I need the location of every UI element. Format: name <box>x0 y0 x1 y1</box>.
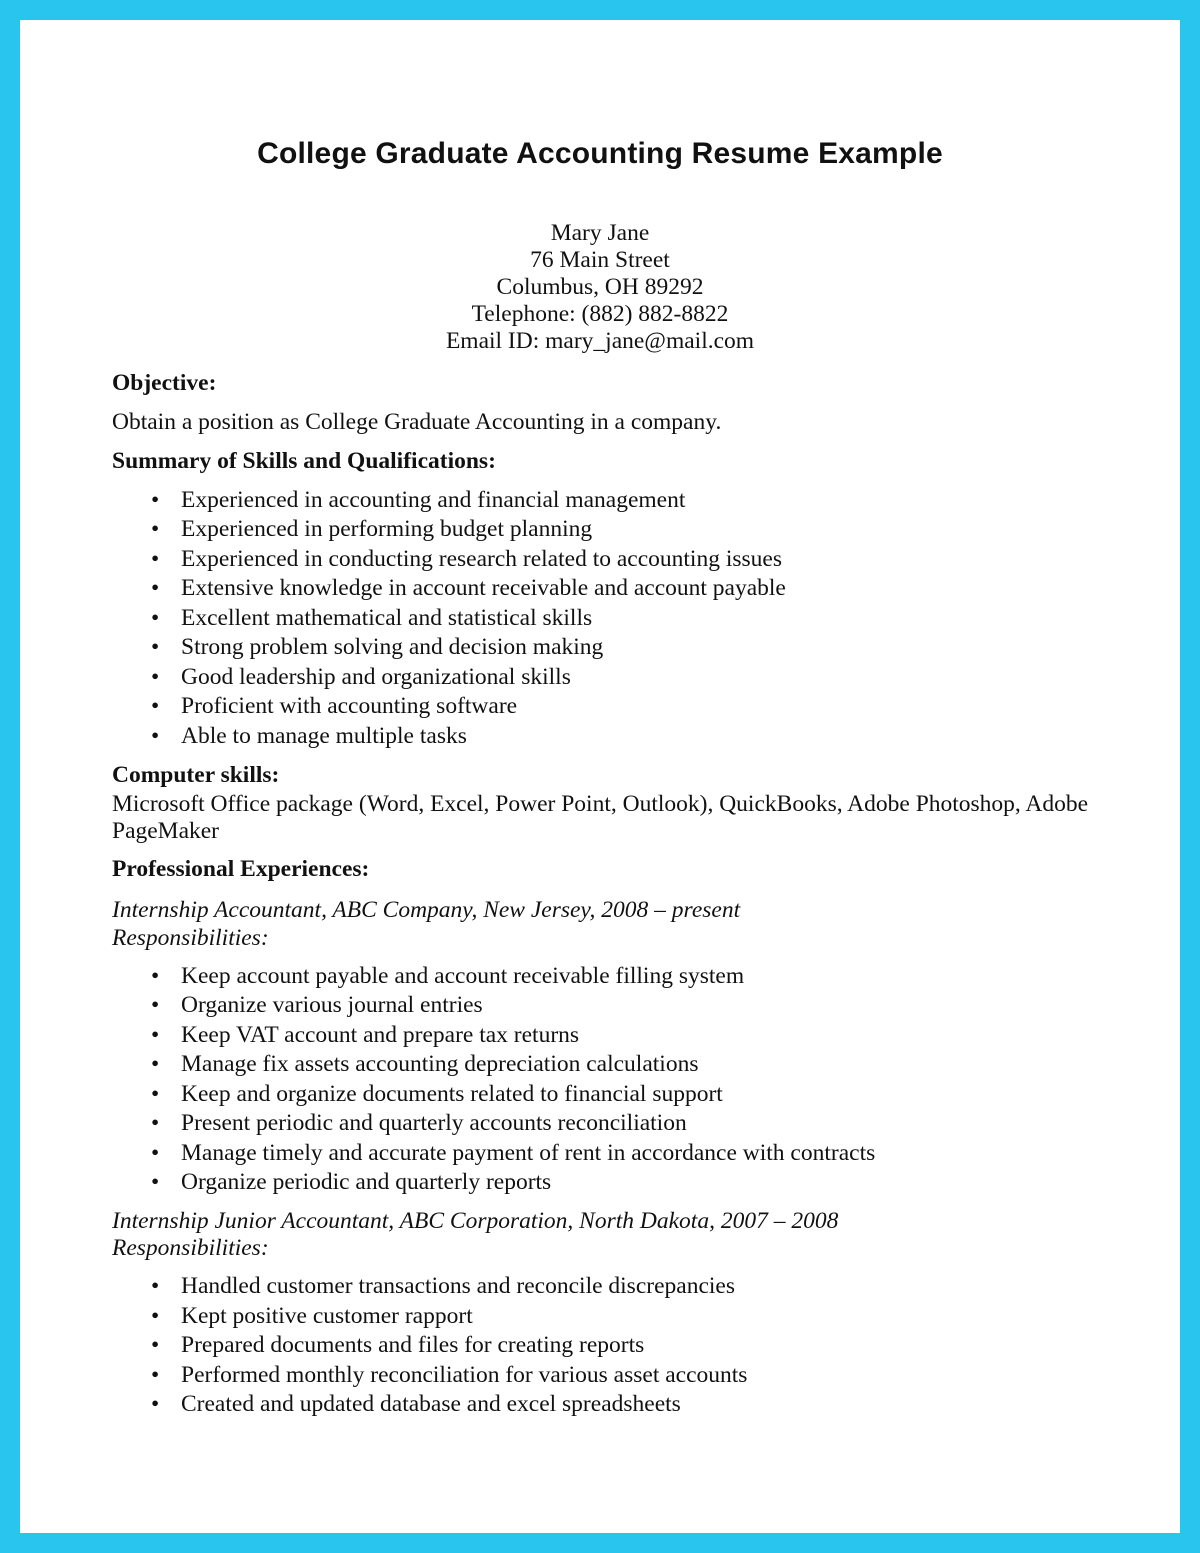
job-responsibilities-list <box>112 1272 1112 1420</box>
experience-heading: Professional Experiences: <box>112 855 370 882</box>
list-item <box>112 604 1112 634</box>
bullet-icon: • <box>151 722 160 749</box>
list-item-text: Experienced in conducting research related to accounting issues <box>181 545 782 572</box>
list-item-text: Handled customer transactions and reconcile discrepancies <box>181 1273 735 1299</box>
job-title: Internship Junior Accountant, ABC Corporation, North Dakota, 2007 – 2008 <box>112 1207 839 1234</box>
list-item <box>112 1361 1112 1391</box>
list-item <box>112 722 1112 752</box>
resume-document <box>112 136 1112 1420</box>
bullet-icon: • <box>151 486 160 513</box>
job-responsibilities-list <box>112 962 1112 1198</box>
list-item-text: Performed monthly reconciliation for various asset accounts <box>181 1361 748 1388</box>
list-item-text: Good leadership and organizational skills <box>181 663 571 690</box>
list-item-text: Organize periodic and quarterly reports <box>181 1169 552 1195</box>
list-item-text: Created and updated database and excel spreadsheets <box>181 1391 681 1417</box>
list-item <box>112 663 1112 693</box>
bullet-icon: • <box>151 1302 160 1329</box>
list-item-text: Experienced in accounting and financial management <box>181 486 686 513</box>
bullet-icon: • <box>151 693 160 719</box>
list-item-text: Keep account payable and account receivable filling system <box>181 962 745 989</box>
list-item <box>112 962 1112 992</box>
bullet-icon: • <box>151 516 160 542</box>
contact-block <box>0 220 1200 355</box>
contact-city: Columbus, OH 89292 <box>496 274 704 300</box>
list-item <box>112 486 1112 516</box>
bullet-icon: • <box>151 1273 160 1299</box>
list-item-text: Able to manage multiple tasks <box>181 722 467 749</box>
bullet-icon: • <box>151 1080 160 1107</box>
list-item <box>112 515 1112 545</box>
computer-skills-text: Microsoft Office package (Word, Excel, Power Point, Outlook), QuickBooks, Adobe Photoshop, Adobe PageMaker <box>112 790 1089 844</box>
summary-list <box>112 486 1112 752</box>
list-item <box>112 1302 1112 1332</box>
contact-name: Mary Jane <box>550 220 650 246</box>
list-item-text: Proficient with accounting software <box>181 693 518 719</box>
list-item-text: Manage timely and accurate payment of rent in accordance with contracts <box>181 1139 876 1166</box>
list-item-text: Keep VAT account and prepare tax returns <box>181 1021 580 1048</box>
bullet-icon: • <box>151 663 160 690</box>
list-item-text: Experienced in performing budget planning <box>181 516 593 542</box>
list-item <box>112 1331 1112 1361</box>
bullet-icon: • <box>151 992 160 1018</box>
job-title: Internship Accountant, ABC Company, New Jersey, 2008 – present <box>112 897 741 923</box>
list-item <box>112 1139 1112 1169</box>
list-item-text: Organize various journal entries <box>181 992 483 1018</box>
bullet-icon: • <box>151 604 160 631</box>
list-item <box>112 1080 1112 1110</box>
bullet-icon: • <box>151 545 160 572</box>
list-item <box>112 1021 1112 1051</box>
bullet-icon: • <box>151 1332 160 1358</box>
list-item-text: Manage fix assets accounting depreciation calculations <box>181 1051 699 1077</box>
bullet-icon: • <box>151 634 160 660</box>
list-item-text: Prepared documents and files for creating reports <box>181 1332 645 1358</box>
list-item <box>112 692 1112 722</box>
bullet-icon: • <box>151 575 160 601</box>
bullet-icon: • <box>151 1021 160 1048</box>
list-item <box>112 991 1112 1021</box>
responsibilities-label: Responsibilities: <box>112 924 269 951</box>
computer-skills-heading: Computer skills: <box>112 762 280 788</box>
list-item-text: Strong problem solving and decision making <box>181 634 604 660</box>
list-item <box>112 1390 1112 1420</box>
list-item-text: Excellent mathematical and statistical skills <box>181 604 593 631</box>
contact-telephone: Telephone: (882) 882-8822 <box>471 301 729 327</box>
contact-street: 76 Main Street <box>530 247 670 273</box>
list-item <box>112 633 1112 663</box>
list-item-text: Extensive knowledge in account receivable and account payable <box>181 575 786 601</box>
list-item-text: Keep and organize documents related to financial support <box>181 1080 723 1107</box>
bullet-icon: • <box>151 1361 160 1388</box>
list-item <box>112 1272 1112 1302</box>
summary-heading: Summary of Skills and Qualifications: <box>112 448 496 474</box>
list-item <box>112 1109 1112 1139</box>
list-item-text: Present periodic and quarterly accounts reconciliation <box>181 1110 687 1136</box>
list-item-text: Kept positive customer rapport <box>181 1302 473 1329</box>
objective-text: Obtain a position as College Graduate Accounting in a company. <box>112 408 722 435</box>
bullet-icon: • <box>151 1139 160 1166</box>
bullet-icon: • <box>151 1051 160 1077</box>
list-item <box>112 1050 1112 1080</box>
contact-email: Email ID: mary_jane@mail.com <box>445 328 755 354</box>
bullet-icon: • <box>151 1391 160 1417</box>
list-item <box>112 545 1112 575</box>
responsibilities-label: Responsibilities: <box>112 1235 269 1261</box>
objective-heading: Objective: <box>112 370 217 396</box>
bullet-icon: • <box>151 1110 160 1136</box>
bullet-icon: • <box>151 1169 160 1195</box>
list-item <box>112 574 1112 604</box>
bullet-icon: • <box>151 962 160 989</box>
resume-title: College Graduate Accounting Resume Example <box>257 137 943 170</box>
list-item <box>112 1168 1112 1198</box>
